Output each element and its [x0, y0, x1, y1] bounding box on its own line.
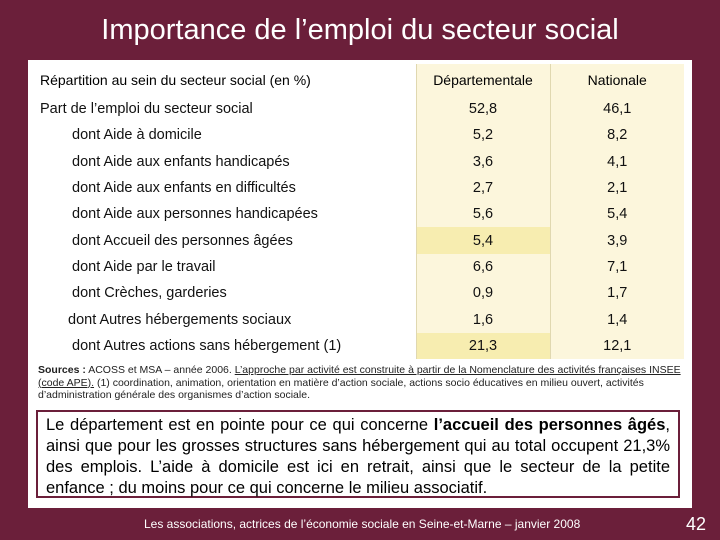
sources-footnote: (1) coordination, animation, orientation en matière d’action sociale, actions socio éducatives en milieu ouvert, activités d’administration générale des organismes d’action sociale. [38, 376, 644, 401]
row-nat-value: 1,4 [550, 306, 684, 332]
left-frame-border [0, 0, 28, 540]
sources-text: ACOSS et MSA – année 2006. [85, 364, 235, 376]
slide-title-bar [0, 0, 720, 60]
footer-text: Les associations, actrices de l’économie sociale en Seine-et-Marne – janvier 2008 [144, 517, 581, 531]
row-nat-value: 7,1 [550, 254, 684, 280]
row-dep-value-highlighted: 21,3 [416, 333, 550, 359]
row-dep-value-highlighted: 5,4 [416, 227, 550, 253]
row-dep-value: 5,6 [416, 201, 550, 227]
header-departementale: Départementale [416, 64, 550, 96]
row-nat-value: 3,9 [550, 227, 684, 253]
row-label: dont Aide aux enfants en difficultés [72, 180, 296, 197]
page-number: 42 [685, 514, 706, 534]
header-nationale: Nationale [550, 64, 684, 96]
right-frame-border [692, 0, 720, 540]
table-row [36, 149, 684, 175]
sources-label: Sources : [38, 364, 86, 376]
summary-emphasis: l’accueil des personnes âgés [433, 416, 666, 434]
row-nat-value: 8,2 [550, 122, 684, 148]
summary-box [36, 410, 680, 498]
header-category: Répartition au sein du secteur social (en %) [36, 64, 416, 96]
slide-content [28, 60, 692, 508]
slide-title: Importance de l’emploi du secteur social [101, 13, 619, 46]
summary-text-end: , ainsi que pour les grosses structures sans hébergement qui au total occupent 21,3% des emplois. L’aide à domicile est ici en retrait, ainsi que le secteur de la petite enfance ; du moins pour ce qui concerne le milieu associatif. [46, 416, 670, 497]
employment-table [36, 64, 684, 359]
row-nat-value: 2,1 [550, 175, 684, 201]
row-dep-value: 5,2 [416, 122, 550, 148]
row-nat-value: 12,1 [550, 333, 684, 359]
table-header-row [36, 64, 684, 96]
row-nat-value: 1,7 [550, 280, 684, 306]
table-row [36, 254, 684, 280]
table-row [36, 227, 684, 253]
row-label: Part de l’emploi du secteur social [40, 101, 253, 118]
row-dep-value: 6,6 [416, 254, 550, 280]
table-row [36, 175, 684, 201]
sources-note [38, 364, 690, 402]
sources-methodology: L’approche par activité est construite à partir de la Nomenclature des activités françaises INSEE (code APE). [38, 364, 681, 389]
summary-text-start: Le département est en pointe pour ce qui concerne [46, 416, 434, 434]
table-row [36, 306, 684, 332]
row-label: dont Aide par le travail [72, 258, 216, 275]
row-label: dont Aide aux personnes handicapées [72, 206, 318, 223]
row-label: dont Autres actions sans hébergement (1) [72, 337, 342, 354]
table-row [36, 96, 684, 122]
table-row [36, 201, 684, 227]
row-label: dont Crèches, garderies [72, 285, 227, 302]
slide-footer [0, 508, 720, 540]
row-dep-value: 3,6 [416, 149, 550, 175]
row-nat-value: 46,1 [550, 96, 684, 122]
row-dep-value: 52,8 [416, 96, 550, 122]
row-label: dont Aide aux enfants handicapés [72, 153, 290, 170]
table-row [36, 122, 684, 148]
row-dep-value: 1,6 [416, 306, 550, 332]
table-row [36, 333, 684, 359]
row-nat-value: 5,4 [550, 201, 684, 227]
row-dep-value: 0,9 [416, 280, 550, 306]
table-row [36, 280, 684, 306]
row-label: dont Accueil des personnes âgées [72, 232, 293, 249]
row-label: dont Aide à domicile [72, 127, 202, 144]
row-nat-value: 4,1 [550, 149, 684, 175]
row-label: dont Autres hébergements sociaux [68, 311, 292, 328]
row-dep-value: 2,7 [416, 175, 550, 201]
